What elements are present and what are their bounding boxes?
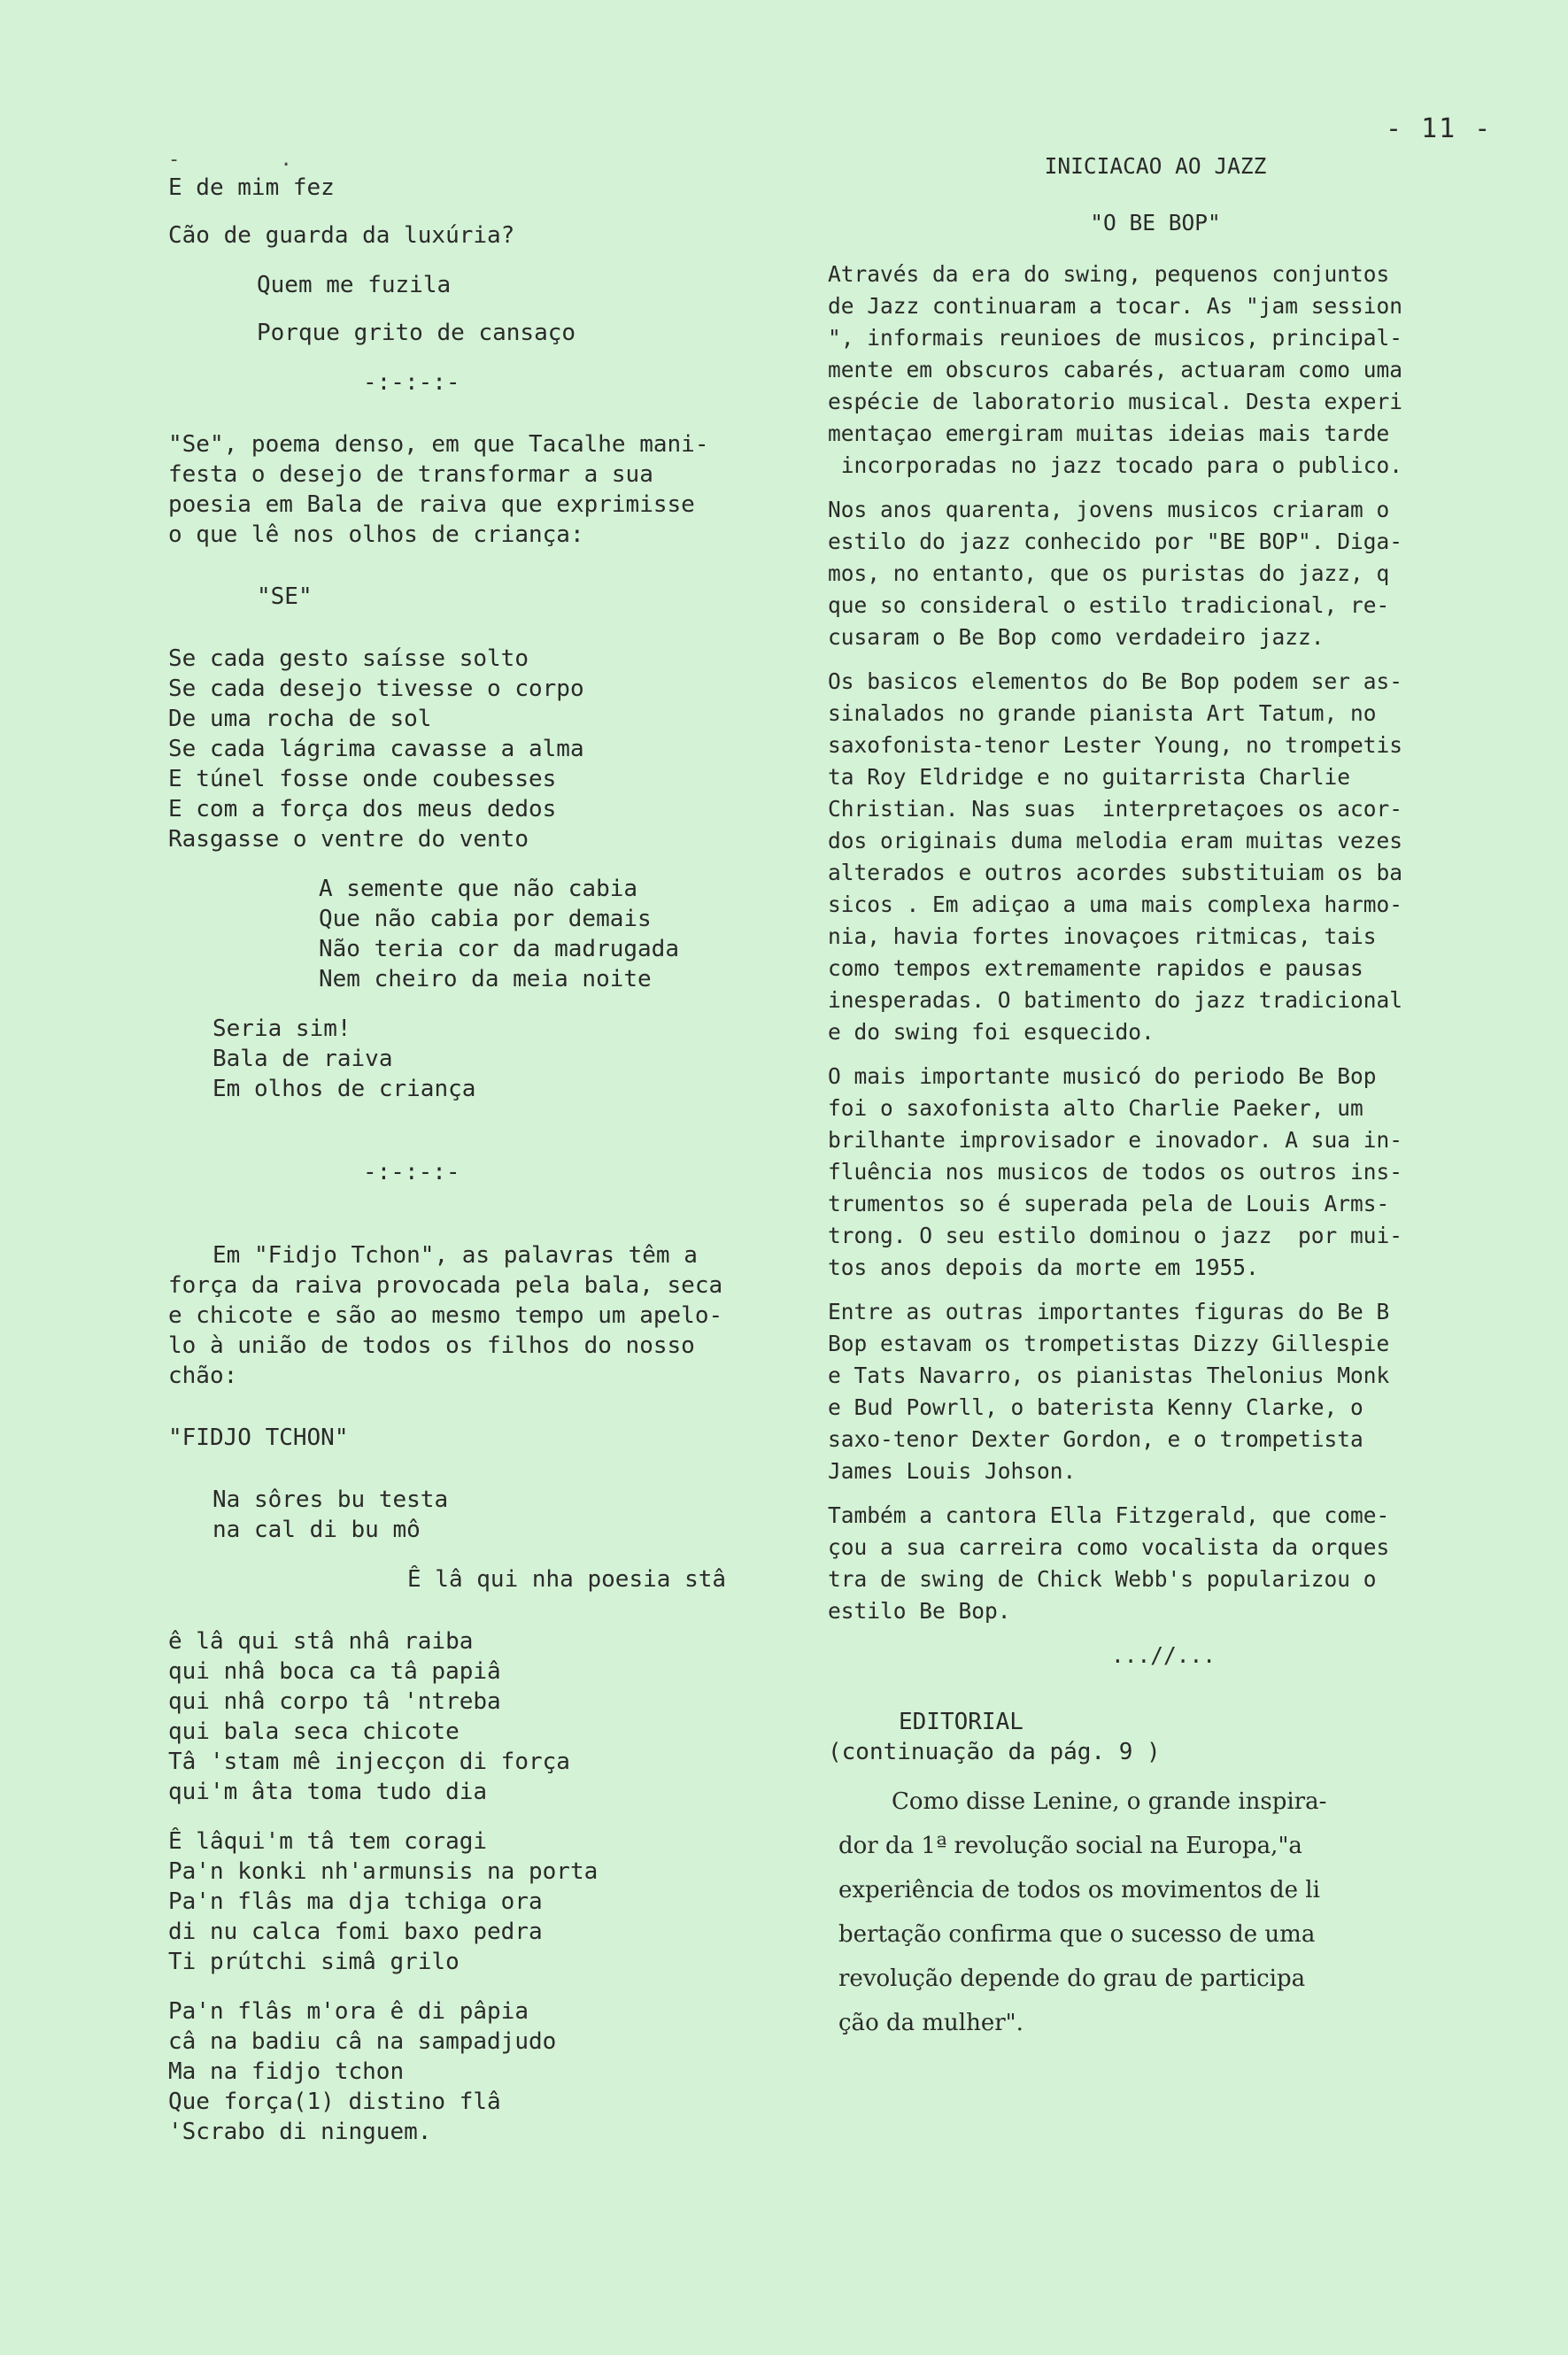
text-line: força da raiva provocada pela bala, seca xyxy=(168,1272,723,1299)
verse-line: Tâ 'stam mê injecçon di força xyxy=(168,1749,570,1775)
section-subtitle: "O BE BOP" xyxy=(1090,210,1221,236)
poem-title-se: "SE" xyxy=(257,583,313,610)
text-line: e chicote e são ao mesmo tempo um apelo- xyxy=(168,1302,723,1329)
text-line: e Bud Powrll, o baterista Kenny Clarke, o xyxy=(828,1394,1363,1420)
verse-line: Cão de guarda da luxúria? xyxy=(168,222,515,249)
fidjo-intro xyxy=(168,1240,806,1391)
paragraph-1 xyxy=(828,259,1483,482)
text-line: sinalados no grande pianista Art Tatum, no xyxy=(828,700,1377,726)
text-line: Também a cantora Ella Fitzgerald, que come- xyxy=(828,1502,1390,1528)
verse-line: na cal di bu mô xyxy=(212,1517,421,1543)
text-line: nia, havia fortes inovaçoes ritmicas, tais xyxy=(828,923,1377,949)
text-line: Entre as outras importantes figuras do Be B xyxy=(828,1299,1390,1324)
fidjo-stanza-4 xyxy=(168,1996,806,2147)
text-line: fluência nos musicos de todos os outros ins- xyxy=(828,1159,1403,1185)
verse-line: Em olhos de criança xyxy=(212,1076,476,1102)
fidjo-refrain: Ê lâ qui nha poesia stâ xyxy=(407,1566,727,1593)
verse-line: Ti prútchi simâ grilo xyxy=(168,1949,460,1975)
paragraph-3 xyxy=(828,666,1483,1048)
text-line: foi o saxofonista alto Charlie Paeker, um xyxy=(828,1095,1363,1121)
paragraph-6 xyxy=(828,1500,1483,1627)
text-line: Os basicos elementos do Be Bop podem ser as- xyxy=(828,668,1403,694)
text-line: trong. O seu estilo dominou o jazz por mui- xyxy=(828,1223,1403,1248)
text-line: ção da mulher". xyxy=(838,2010,1023,2036)
separator: -:-:-:- xyxy=(363,369,460,396)
text-line: saxo-tenor Dexter Gordon, e o trompetista xyxy=(828,1426,1363,1452)
verse-line: Pa'n flâs ma dja tchiga ora xyxy=(168,1888,543,1915)
text-line: bertação confirma que o sucesso de uma xyxy=(838,1921,1316,1948)
verse-line: qui'm âta toma tudo dia xyxy=(168,1779,488,1805)
text-line: Através da era do swing, pequenos conjuntos xyxy=(828,261,1390,287)
editorial-continuation: (continuação da pág. 9 ) xyxy=(828,1739,1161,1765)
verse-line: E com a força dos meus dedos xyxy=(168,796,557,822)
text-line: e Tats Navarro, os pianistas Thelonius Monk xyxy=(828,1363,1390,1388)
text-line: e do swing foi esquecido. xyxy=(828,1019,1155,1045)
text-line: dos originais duma melodia eram muitas vezes xyxy=(828,828,1403,853)
verse-line: qui nhâ corpo tâ 'ntreba xyxy=(168,1688,501,1715)
text-line: Em "Fidjo Tchon", as palavras têm a xyxy=(212,1242,698,1269)
end-mark: ...//... xyxy=(1111,1642,1217,1668)
text-line: Bop estavam os trompetistas Dizzy Gillespie xyxy=(828,1331,1390,1356)
verse-line: De uma rocha de sol xyxy=(168,706,432,732)
text-line: Christian. Nas suas interpretaçoes os acor- xyxy=(828,796,1403,822)
text-line: saxofonista-tenor Lester Young, no trompetis xyxy=(828,732,1403,758)
editorial-title: EDITORIAL xyxy=(899,1709,1023,1735)
top-marks: - . xyxy=(168,149,336,171)
text-line: estilo Be Bop. xyxy=(828,1598,1011,1624)
verse-line: E de mim fez xyxy=(168,174,335,201)
text-line: poesia em Bala de raiva que exprimisse xyxy=(168,491,695,518)
verse-line: Rasgasse o ventre do vento xyxy=(168,826,529,853)
text-line: dor da 1ª revolução social na Europa,"a xyxy=(838,1833,1302,1859)
editorial xyxy=(828,1707,1483,1767)
fidjo-stanza-1 xyxy=(168,1485,806,1545)
text-line: alterados e outros acordes substituiam os ba xyxy=(828,860,1403,885)
verse-line: câ na badiu câ na sampadjudo xyxy=(168,2028,557,2055)
text-line: Como disse Lenine, o grande inspira- xyxy=(892,1788,1327,1815)
left-column xyxy=(168,173,806,2147)
verse-line: Nem cheiro da meia noite xyxy=(319,966,652,992)
fidjo-stanza-3 xyxy=(168,1826,806,1977)
text-line: que so consideral o estilo tradicional, re- xyxy=(828,592,1390,618)
text-line: festa o desejo de transformar a sua xyxy=(168,461,653,488)
se-stanza-2 xyxy=(168,874,806,994)
text-line: revolução depende do grau de participa xyxy=(838,1965,1306,1992)
text-line: mentaçao emergiram muitas ideias mais tarde xyxy=(828,421,1390,446)
text-line: experiência de todos os movimentos de li xyxy=(838,1877,1320,1903)
verse-line: Se cada lágrima cavasse a alma xyxy=(168,736,584,762)
text-line: ta Roy Eldridge e no guitarrista Charlie xyxy=(828,764,1351,790)
se-stanza-1 xyxy=(168,644,806,854)
text-line: como tempos extremamente rapidos e pausas xyxy=(828,955,1363,981)
page-number: - 11 - xyxy=(1386,113,1493,144)
verse-line: Quem me fuzila xyxy=(257,272,452,298)
verse-line: di nu calca fomi baxo pedra xyxy=(168,1919,543,1945)
verse-line: Na sôres bu testa xyxy=(212,1486,449,1513)
text-line: tos anos depois da morte em 1955. xyxy=(828,1255,1259,1280)
intro-lines xyxy=(168,173,806,251)
text-line: çou a sua carreira como vocalista da orques xyxy=(828,1534,1390,1560)
text-line: sicos . Em adiçao a uma mais complexa harmo- xyxy=(828,892,1403,917)
text-line: inesperadas. O batimento do jazz tradicional xyxy=(828,987,1403,1013)
text-line: "Se", poema denso, em que Tacalhe mani- xyxy=(168,431,709,458)
verse-line: Porque grito de cansaço xyxy=(257,320,576,346)
verse-line: 'Scrabo di ninguem. xyxy=(168,2119,432,2145)
verse-line: Que força(1) distino flâ xyxy=(168,2089,501,2115)
verse-line: Pa'n flâs m'ora ê di pâpia xyxy=(168,1998,529,2025)
text-line: O mais importante musicó do periodo Be Bop xyxy=(828,1063,1377,1089)
verse-line: qui bala seca chicote xyxy=(168,1718,460,1745)
verse-line: Ma na fidjo tchon xyxy=(168,2058,405,2085)
text-line: mente em obscuros cabarés, actuaram como uma xyxy=(828,357,1403,382)
text-line: trumentos so é superada pela de Louis Arms- xyxy=(828,1191,1390,1216)
verse-line: Bala de raiva xyxy=(212,1046,393,1072)
text-line: James Louis Johson. xyxy=(828,1458,1077,1484)
text-line: Nos anos quarenta, jovens musicos criaram o xyxy=(828,497,1390,522)
verse-line: Que não cabia por demais xyxy=(319,906,652,932)
poem-title-fidjo: "FIDJO TCHON" xyxy=(168,1425,349,1451)
paragraph-4 xyxy=(828,1061,1483,1284)
text-line: incorporadas no jazz tocado para o publico. xyxy=(828,452,1403,478)
se-stanza-3 xyxy=(168,1014,806,1104)
verse-line: Não teria cor da madrugada xyxy=(319,936,679,962)
editorial-body xyxy=(828,1780,1483,2045)
separator: -:-:-:- xyxy=(363,1159,460,1185)
verse-line: E túnel fosse onde coubesses xyxy=(168,766,557,792)
paragraph-5 xyxy=(828,1296,1483,1487)
text-line: mos, no entanto, que os puristas do jazz, q xyxy=(828,560,1390,586)
text-line: lo à união de todos os filhos do nosso xyxy=(168,1332,695,1359)
fidjo-stanza-2 xyxy=(168,1626,806,1807)
text-line: o que lê nos olhos de criança: xyxy=(168,521,584,548)
text-line: tra de swing de Chick Webb's popularizou o xyxy=(828,1566,1377,1592)
text-line: espécie de laboratorio musical. Desta experi xyxy=(828,389,1403,414)
text-line: estilo do jazz conhecido por "BE BOP". Diga- xyxy=(828,529,1403,554)
verse-line: Pa'n konki nh'armunsis na porta xyxy=(168,1858,599,1885)
right-column xyxy=(828,151,1483,2045)
text-line: de Jazz continuaram a tocar. As "jam session xyxy=(828,293,1403,319)
text-line: ", informais reunioes de musicos, principal- xyxy=(828,325,1403,351)
verse-line: ê lâ qui stâ nhâ raiba xyxy=(168,1628,474,1655)
verse-line: Seria sim! xyxy=(212,1015,351,1042)
text-line: brilhante improvisador e inovador. A sua in- xyxy=(828,1127,1403,1153)
text-line: cusaram o Be Bop como verdadeiro jazz. xyxy=(828,624,1325,650)
text-line: chão: xyxy=(168,1363,238,1389)
stanza-quem xyxy=(168,270,806,348)
section-title: INICIACAO AO JAZZ xyxy=(1044,153,1267,179)
verse-line: Se cada gesto saísse solto xyxy=(168,645,529,672)
verse-line: A semente que não cabia xyxy=(319,876,638,902)
verse-line: Se cada desejo tivesse o corpo xyxy=(168,676,584,702)
se-intro xyxy=(168,429,806,550)
paragraph-2 xyxy=(828,494,1483,653)
verse-line: Ê lâqui'm tâ tem coragi xyxy=(168,1828,488,1855)
verse-line: qui nhâ boca ca tâ papiâ xyxy=(168,1658,501,1685)
